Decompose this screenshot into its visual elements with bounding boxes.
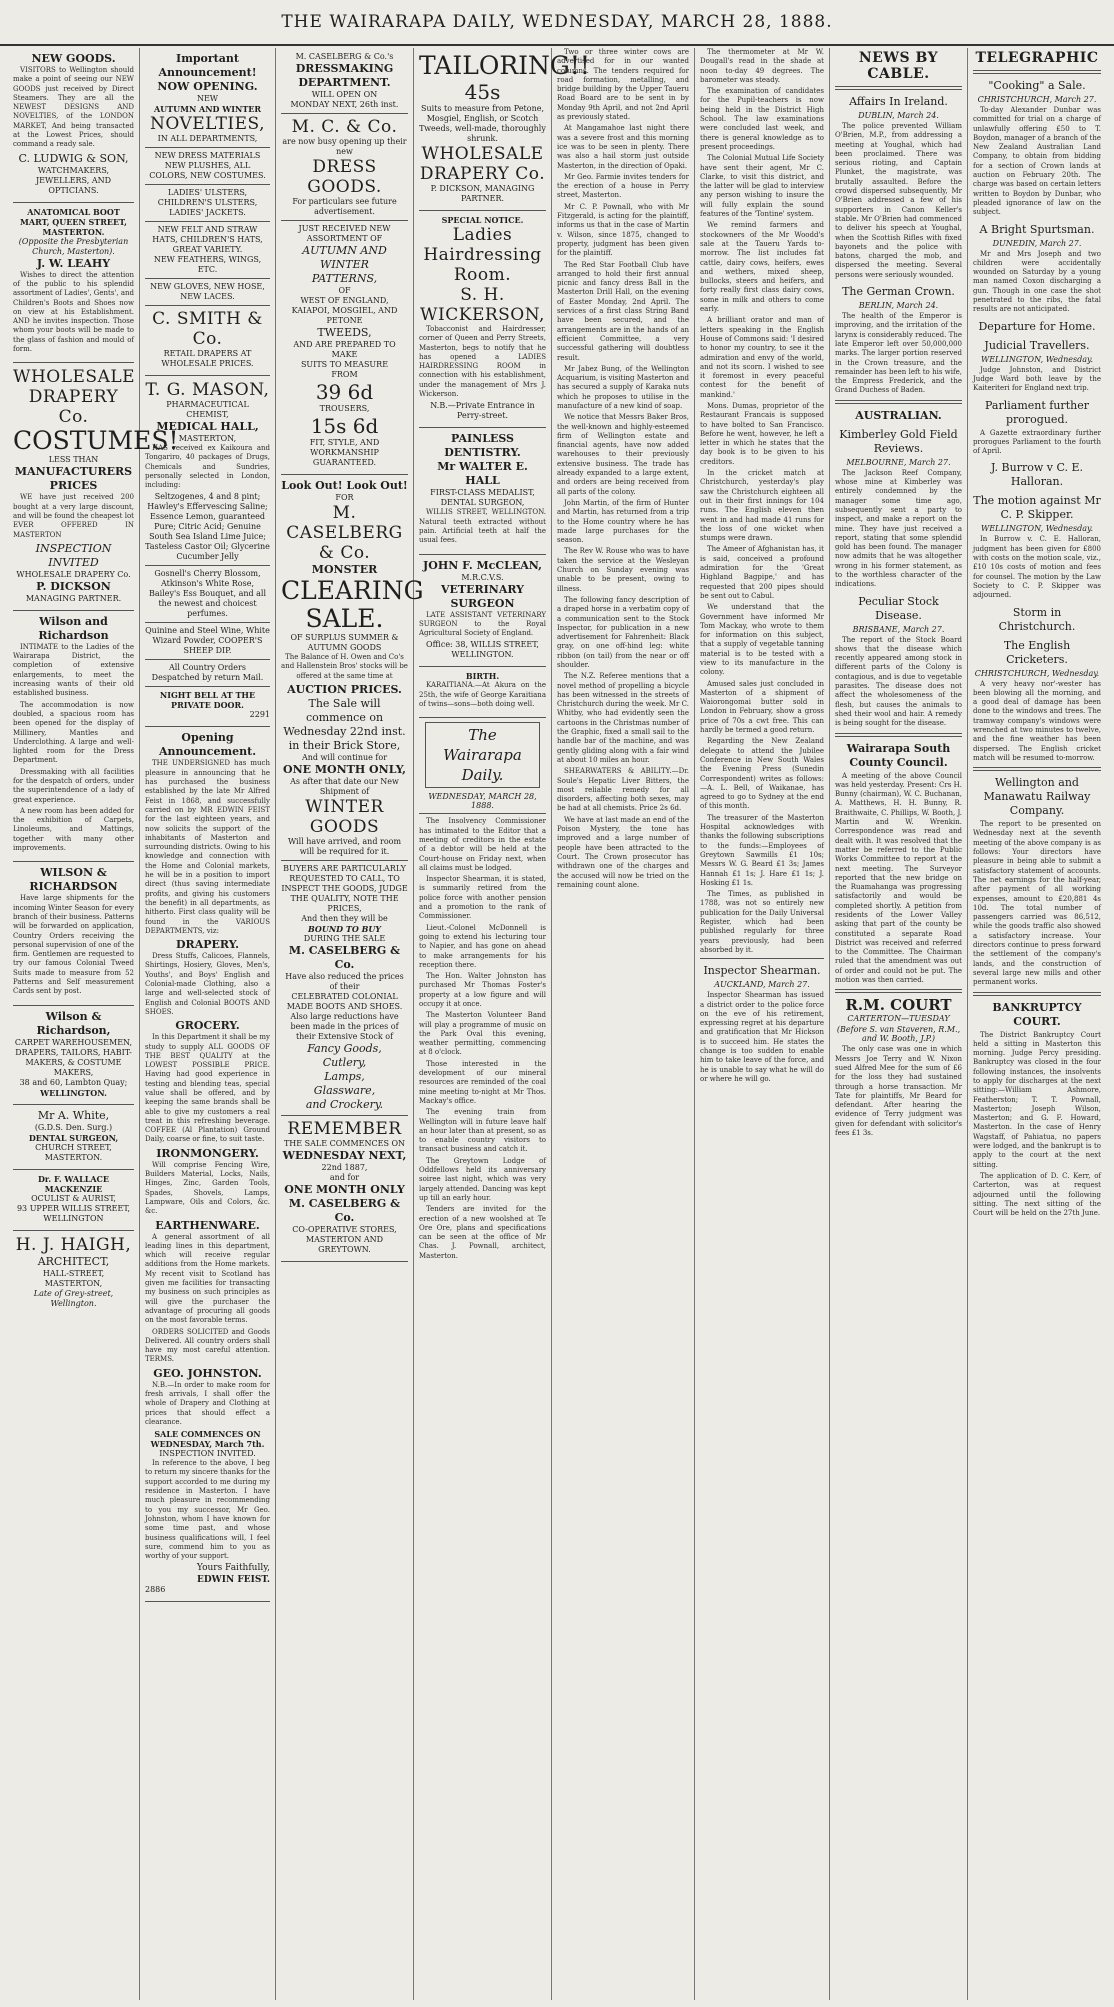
ad-headline: The Sale will commence on Wednesday 22nd inst. [283,696,406,738]
news-paragraph: The following fancy description of a draped horse in a verbatim copy of a communication sent to the Stock Inspector, for publication in a new advertisement for Fahrenheit: Black gray, on one off-hind leg: white ribbon (on tail) from the near or off shoulder. [557,595,689,669]
ad-subline: INSPECTION [35,541,112,555]
ad-advertiser: T. G. MASON, [145,380,270,400]
ad-price: 15s 6d [310,414,379,438]
ad-advertiser: GEO. JOHNSTON. [153,1366,262,1380]
ad-subline: OF [338,286,351,295]
ad-title: SPECIAL NOTICE. [441,215,524,225]
ad-advertiser: P. DICKSON [36,579,111,593]
news-paragraph: The Ameer of Afghanistan has, it is said, conceived a profound admiration for the 'Great Highland Bagpipe,' and has requested that 200 pipes should be sent out to Cabul. [700,545,824,600]
ad-text: Have large shipments for the incoming Winter Season for every branch of their business. Patterns will be forwarded on application, Country Orders receiving the personal supervision of one of the firm. Gentlemen are requested to try our famous Colonial Tweed Suits made to measure from 52 Patterns and Self measurement Cards sent by post. [13,894,134,996]
ad-address: WELLINGTON. [40,1087,107,1098]
ad-trade: CO-OPERATIVE STORES, [292,1224,397,1234]
notice-text: KARAITIANA.—At Akura on the 25th, the wife of George Karaitiana of twins—sons—both doing well. [419,681,546,709]
article-text: In Burrow v. C. E. Halloran, judgment has been given for £800 with costs on the motion scale, viz., £10 10s costs of motion and fees for counsel. The motion by the Law Society to C. P. Skipper was adjourned. [973,535,1101,600]
ad-price: 39 6d [315,380,374,404]
ad-text: In this Department it shall be my study to supply ALL GOODS OF THE BEST QUALITY at the LOWEST POSSIBLE PRICE. Having had good experience in testing and blending teas, special value shall be offered, and by keeping the same brands shall be able to give my customers a real treat in this refreshing beverage. COFFEE (Al Plantation) Ground Daily, coarse or fine, to suit taste. [145,1033,270,1144]
ad-mason-chemist [145,376,270,727]
article-heading: Inspector Shearman. [703,964,821,978]
article-dateline: BRISBANE, March 27. [852,624,945,634]
ad-text: ORDERS SOLICITED and Goods Delivered. All country orders shall have my most careful attention. TERMS. [145,1327,270,1364]
ad-subline: FROM [331,370,358,379]
ad-text: Wishes to direct the attention of the public to his splendid assortment of Ladies', Gents', and Children's Boots and Shoes now on view at his Establishment. AND he invites inspection. Those whom your boots will be made to the glass of fashion and mould of form. [13,270,134,354]
news-paragraph: John Martin, of the firm of Hunter and Martin, has returned from a trip to the Home country where he has made large purchases for the season. [557,498,689,545]
ad-list: Seltzogenes, 4 and 8 pint; Hawley's Effervescing Saline; Essence Lemon, guaranteed Pure; Citric Acid; Genuine South Sea Island Lime Juice; Tasteless Castor Oil; Glycerine Cucumber Jelly [145,492,270,562]
ad-subtitle: (G.D.S. Den. Surg.) [34,1122,113,1132]
ad-subline: are now busy opening up their new [282,137,407,156]
article-dateline: WELLINGTON, Wednesday. [980,354,1093,364]
section-heading: BANKRUPTCY COURT. [992,1000,1082,1028]
article-heading: Wellington and Manawatu Railway Company. [983,776,1091,818]
ad-list: NEW GLOVES, NEW HOSE, NEW LACES. [150,282,265,301]
ad-number: 2291 [249,710,270,720]
ad-list: LADIES' ULSTERS, CHILDREN'S ULSTERS, LADIES' JACKETS. [157,188,258,217]
ad-list: Gosnell's Cherry Blossom, Atkinson's White Rose, Bailey's Ess Bouquet, and all the newest and choicest perfumes. [148,569,267,619]
ad-headline: ONE MONTH ONLY, [282,762,406,776]
ad-subline: WILL OPEN ON [311,90,378,99]
ad-advertiser: C. LUDWIG & SON, [18,151,129,165]
news-paragraph: Regarding the New Zealand delegate to attend the Jubilee Conference in New South Wales the Evening Press (Sunedin Correspondent) writes as follows:—A. L. Bell, of Waikanae, has agreed to go to Sydney at the end of this month. [700,737,824,811]
ad-caselberg-dressmaking [281,48,408,475]
article-heading: A Bright Spurtsman. [979,222,1095,236]
news-paragraph: The examination of candidates for the Pupil-teachers is now being held in the District High School. The law examinations were concluded last week, and there is general knowledge as to present proceedings. [700,87,824,151]
ad-trade: MANAGING PARTNER. [25,593,122,603]
ad-trade: P. DICKSON, MANAGING PARTNER. [430,184,535,203]
ad-headline: WEDNESDAY NEXT, [282,1148,407,1162]
section-heading: AUSTRALIAN. [855,408,942,422]
ad-advertiser: Dr. F. WALLACE MACKENZIE [37,1173,110,1194]
news-paragraph: We remind farmers and stockowners of the Mr Woodd's sale at the Taueru Yards to-morrow. The list includes fat cattle, dairy cows, heifers, ewes and wethers, mixed sheep, bullocks, steers and heifers, and forty really first class dairy cows, some in milk and others to come early. [700,221,824,314]
ad-subline: 22nd 1887, [321,1162,368,1172]
ad-headline: VETERINARY SURGEON [440,582,525,610]
ad-title: PAINLESS DENTISTRY. [444,432,521,460]
news-paragraph: The Insolvency Commissioner has intimated to the Editor that a meeting of creditors in the estate of a debtor will be held at the Court-house on Friday next, when all claims must be lodged. [419,817,546,872]
ad-trade: DENTAL SURGEON, [28,1132,119,1143]
ad-headline: AUTUMN AND WINTER [153,104,262,114]
ad-headline: Look Out! Look Out! [281,479,408,492]
column-8 [968,48,1106,2000]
ad-subline: And then they will be [301,913,388,923]
ad-text: The Balance of H. Owen and Co's and Hallenstein Bros' stocks will be offered at the same time at [281,653,408,680]
ad-subline: THE SALE COMMENCES ON [283,1138,406,1148]
ad-subline: INVITED [48,555,99,569]
column-5 [552,48,695,2000]
ad-advertiser: JOHN F. McCLEAN, [423,558,542,572]
news-paragraph: A brilliant orator and man of letters speaking in the English House of Commons said: 'I desired to honor my country, to see it the admiration and envy of the world, and not its scorn. I wished to see it foremost in every peaceful contest for the benefit of mankind.' [700,316,824,399]
masthead: THE WAIRARAPA DAILY, WEDNESDAY, MARCH 28, 1888. [0,0,1114,46]
article-dateline: BERLIN, March 24. [858,301,939,311]
ad-advertiser: M. C. & Co. [291,117,398,137]
ad-advertiser: WHOLESALE DRAPERY Co. [16,569,131,579]
article-dateline: CHRISTCHURCH, Wednesday. [974,668,1100,678]
ad-title: WHOLESALE [13,367,136,388]
article-text: The report of the Stock Board shows that the disease which recently appeared among stock in different parts of the Colony is contagious, and is due to vegetable parasites. The disease does not affect the wholesomeness of the flesh, but causes the animals to shed their wool and hair. A remedy is being sought for the disease. [835,635,962,728]
article-heading: Parliament further prorogued. [985,398,1089,426]
news-paragraph: The Greytown Lodge of Oddfellows held its anniversary soiree last night, which was very largely attended. Dancing was kept up till an early hour. [419,1156,546,1202]
ad-wilson-richardson-3 [13,1006,134,1105]
column-2 [140,48,276,2000]
ad-headline: NOVELTIES, [149,114,265,134]
article-text: A very heavy nor'-wester has been blowing all the morning, and a good deal of damage has been done to the windows and trees. The tramway company's windows were wrenched at two minutes to twelve, and the fine weather has been dispersed. The English cricket match will be resumed to-morrow. [973,679,1101,762]
article-text: The health of the Emperor is improving, and the irritation of the larynx is considerably reduced. The late Emperor left over 50,000,000 marks. The larger portion reserved in the Crown treasure, and the remainder has been left to his wife, the Empress Frederick, and the Grand Duchess of Baden. [835,312,962,395]
ad-subline: MONDAY NEXT, 26th inst. [290,100,399,109]
ad-address: 93 UPPER WILLIS STREET, WELLINGTON [16,1203,131,1223]
news-paragraph: Tenders are invited for the erection of a new woolshed at Te Ore Ore, plans and specifications can be seen at the office of Mr Chas. J. Pownall, architect, Masterton. [419,1205,546,1260]
ad-text: Dressmaking with all facilities for the despatch of orders, under the superintendence of a lady of great experience. [13,767,134,804]
news-paragraph: The Hon. Walter Johnston has purchased Mr Thomas Foster's property at a low figure and will occupy it at once. [419,972,546,1008]
article-text: Inspector Shearman has issued a district order to the police force on the eve of his retirement, expressing regret at his departure and gratification that Mr Hickson is to succeed him. He states the change is too sudden to enable him to take leave of the force, and he is unable to say what he will do or where he will go. [700,991,824,1083]
ad-title: Wilson and Richardson [38,614,109,642]
ad-advertiser: S. H. WICKERSON, [420,285,545,325]
editorial-date: WEDNESDAY, MARCH 28, 1888. [428,792,537,811]
ad-section-heading: IRONMONGERY. [156,1146,259,1160]
ad-subline: DURING THE SALE [303,933,386,943]
ad-title: Opening Announcement. [158,731,257,759]
ad-advertiser: M. CASELBERG & Co. [288,1196,401,1224]
ad-text: INTIMATE to the Ladies of the Wairarapa District, the completion of extensive enlargements, to meet the increasing wants of their old established business. [13,642,134,698]
ad-advertiser: J. W. LEAHY [36,256,111,270]
ad-list-item: Lamps, [324,1069,365,1083]
article-text: To-day Alexander Dunbar was committed for trial on a charge of unlawfully offering £50 to T. Boydon, manager of a branch of the New Zealand Australian Land Company, to obtain from bidding for a section of Crown lands at auction on February 20th. The charge was based on certain letters written to Boydon by Dunbar, who pleaded ignorance of law on the subject. [973,106,1101,217]
ad-subline: NEW [196,94,219,103]
ad-veterinary [419,555,546,668]
ad-list: NEW DRESS MATERIALS NEW PLUSHES, ALL COLORS, NEW COSTUMES. [149,151,266,180]
ad-title: DRAPERY Co. [28,387,119,428]
ad-headline: AUCTION PRICES. [287,682,402,696]
article-text: The report to be presented on Wednesday next at the seventh meeting of the above company is as follows: Your directors have pleasure in being able to submit a satisfactory statement of accounts. The net earnings for the half-year, after payment of all working expenses, amount to £20,881 4s 10d. The total number of passengers carried was 86,512, while the goods traffic also showed a satisfactory increase. Your directors continue to press forward the settlement of the company's lands, and the construction of several large new mills and other permanent works. [973,820,1101,987]
ad-list: NEW FEATHERS, WINGS, ETC. [153,255,262,274]
ad-address: 38 and 60, Lambton Quay; [19,1077,128,1087]
article-heading: "Cooking" a Sale. [988,79,1086,92]
column-4 [414,48,590,2000]
ad-text: N.B.—In order to make room for fresh arrivals, I shall offer the whole of Drapery and Clothing at prices that should effect a clearance. [145,1380,270,1426]
news-paragraph: Those interested in the development of our mineral resources are reminded of the coal mine meeting to-night at Mr Thos. Mackay's office. [419,1059,546,1105]
news-paragraph: We notice that Messrs Baker Bros, the well-known and highly-esteemed firm of Wellington estate and financial agents, have now added warehouses to their previously extensive business. The trade has already expanded to a large extent, and orders are being received from all parts of the colony. [557,413,689,496]
ad-text: THE UNDERSIGNED has much pleasure in announcing that he has purchased the business established by the late Mr Alfred Feist in 1868, and successfully carried on by MR EDWIN FEIST for the last eighteen years, and now solicits the support of the inhabitants of Masterton and surrounding districts. Owing to his knowledge and connection with the Home and Colonial markets, he will be in a position to import direct (thus saving intermediate profits, and giving his customers the benefit) in all departments, as hitherto. First class quality will be found in the VARIOUS DEPARTMENTS, viz: [145,759,270,935]
article-dateline: MELBOURNE, March 27. [846,457,951,467]
ad-subline: INSPECTION INVITED. [159,1449,256,1459]
ad-text: Will comprise Fencing Wire, Builders Material, Locks, Nails, Hinges, Zinc, Garden Tools, Spades, Shovels, Lamps, Lampware, Oils and Colors, &c. &c. [145,1160,270,1216]
article-dateline: CHRISTCHURCH, March 27. [977,95,1097,104]
article-heading: The English Cricketers. [1003,638,1071,666]
ad-text: LATE ASSISTANT VETERINARY SURGEON to the Royal Agricultural Society of England. [419,610,546,638]
news-paragraph: Mr Geo. Farmie invites tenders for the erection of a house in Perry street, Masterton. [557,172,689,200]
article-heading: Departure for Home. [978,319,1096,333]
ad-subline: TROUSERS, [319,404,370,413]
news-paragraph: We understand that the Government have informed Mr Tom Mackay, who wrote to them for information on this subject, that a supply of vegetable tanning material is to be tested with a view to its manufacture in the colony. [700,603,824,677]
ad-subtitle: M.R.C.V.S. [461,572,504,582]
ad-headline: DRESS GOODS. [307,157,382,197]
article-heading: Kimberley Gold Field Reviews. [839,427,958,455]
ad-headline: DEPARTMENT. [298,76,391,89]
ad-headline: MEDICAL HALL, [156,420,259,433]
ad-headline: MONSTER [311,563,378,576]
news-paragraph: At Mangamahoe last night there was a severe frost and this morning ice was to be seen in plenty. There was also a hail storm just outside Masterton, in the direction of Opaki. [557,124,689,170]
ad-address: Office: 38, WILLIS STREET, WELLINGTON. [426,640,539,660]
ad-headline: TWEEDS, [317,326,372,339]
article-text: A meeting of the above Council was held yesterday. Present: Crs H. Bunny (chairman), W. C. Buchanan, A. Matthews, H. H. Bunny, R. Braithwaite, C. Phillips, W. Booth, J. Martin and W. Wrenkin. Correspondence was read and dealt with. It was resolved that the matter be referred to the Public Works Committee to report at the next meeting. The Surveyor reported that the new bridge on the Ruamahanga was progressing satisfactorily and would be completed shortly. A petition from residents of the Lower Valley asking that part of the county be constituted a separate Road District was received and referred to the Committee. The Chairman ruled that the amendment was out of order and could not be put. The motion was then carried. [835,771,962,985]
ad-address: CHURCH STREET, MASTERTON. [35,1142,112,1162]
news-paragraph: SHEARWATERS & ABILITY.—Dr. Soule's Hepatic Liver Bitters, the most reliable remedy for all disorders, affecting both sexes, may be had at all chemists. Price 2s 6d. [557,767,689,813]
ad-subtitle: (Opposite the Presbyterian Church, Masterton). [18,236,129,256]
ad-advertiser: WHOLESALE DRAPERY Co. [419,144,546,184]
ad-headline: CLEARING [281,576,424,605]
ad-signoff: Yours Faithfully, [196,1563,270,1574]
article-heading: Peculiar Stock Disease. [858,594,939,622]
ad-dentist-white [13,1105,134,1170]
ad-advertiser: M. CASELBERG & Co. [288,943,401,971]
ad-subline: JUST RECEIVED NEW ASSORTMENT OF [298,224,391,243]
article-text: The application of D. C. Kerr, of Carterton, was at request adjourned until the following sitting. The next sitting of the Court will be held on the 27th June. [973,1171,1101,1218]
ad-list-item: Fancy Goods, [307,1041,382,1055]
ad-text: VISITORS to Wellington should make a point of seeing our NEW GOODS just received by Direct Steamers. They are all the NEWEST DESIGNS AND NOVELTIES, of the LONDON MARKET, And being transacted at the Lowest Prices, should command a ready sale. [13,66,134,149]
ad-title: Important Announcement! [158,52,257,79]
article-dateline: DUNEDIN, March 27. [992,238,1082,248]
ad-number: 2886 [145,1585,166,1595]
ad-subline: SALE COMMENCES ON WEDNESDAY, March 7th. [150,1429,265,1450]
ad-section-heading: GROCERY. [175,1019,240,1033]
article-text: The police prevented William O'Brien, M.P., from addressing a meeting at Youghal, which had been proclaimed. There was serious rioting, and Captain Plunket, the magistrate, was brutally assaulted. Before the crowd dispersed subsequently, Mr O'Brien addressed a few of his supporters in Canon Keller's stable. Mr O'Brien had commenced to deliver his speech at Youghal, when the Scottish Rifles with fixed bayonets and the police with batons, charged the mob, and dispersed the meeting. Several persons were seriously wounded. [835,122,962,279]
ad-oculist [13,1170,134,1231]
news-paragraph: Mr C. P. Pownall, who with Mr Fitzgerald, is acting for the plaintiff, informs us that in the case of Martin v. Wilson, since 1875, changed to property, judgment has been given for the plaintiff. [557,202,689,258]
ad-headline: TAILORING!! [419,51,590,80]
ad-subline: BUYERS ARE PARTICULARLY REQUESTED TO CALL, TO INSPECT THE GOODS, JUDGE THE QUALITY, NOTE THE PRICES, [281,863,408,913]
ad-subline: Also large reductions have been made in the prices of their Extensive Stock of [290,1011,399,1041]
article-text: The Jackson Reef Company, whose mine at Kimberley was entirely condemned by the manager some time ago, subsequently sent a party to inspect, and make a report on the mine. They have just received a report, stating that some splendid gold has been found. The manager now admits that he was altogether wrong in his former statement, as to the worthless character of the indications. [835,468,962,589]
ad-subline: SUITS TO MEASURE [300,360,389,369]
article-text: The only case was one in which Messrs Joe Terry and W. Nixon sued Alfred Mee for the sum of £6 for the loss they had sustained through a horse transaction. Mr Tate for plaintiffs, Mr Beard for defendant. After hearing the evidence of Terry judgment was given for defendant with solicitor's fees £1 3s. [835,1045,962,1138]
article-heading: J. Burrow v C. E. Halloran. [990,461,1084,489]
section-heading: R.M. COURT [845,996,952,1015]
ad-subline: LESS THAN [48,455,99,465]
ad-list-item: Glassware, [313,1083,376,1097]
ad-headline: AUTUMN AND WINTER [302,244,387,271]
ad-wilson-richardson [13,611,134,863]
ad-subline: FOR [335,493,354,502]
ad-trade: OCULIST & AURIST, [31,1193,116,1203]
ad-list: Quinine and Steel Wine, White Wizard Powder, COOPER'S SHEEP DIP. [145,626,270,656]
ad-subline: As after that date our New Shipment of [290,776,399,796]
column-3 [276,48,424,2000]
ad-advertiser: M. CASELBERG & Co. [286,503,403,563]
news-paragraph: We have at last made an end of the Poison Mystery, the tone has improved and a large number of people have been attracted to the Court. The Crown prosecutor has withdrawn one of the charges and the accused will now be tried on the remaining count alone. [557,815,689,889]
ad-subline: NIGHT BELL AT THE PRIVATE DOOR. [159,690,256,711]
ad-headline: PRICES [49,479,98,493]
ad-headline: SALE. [305,604,384,633]
ad-title: NEW GOODS. [31,52,116,65]
ad-wilson-richardson-2 [13,862,134,1005]
ad-price: 45s [464,80,501,104]
ad-headline: WINTER GOODS [305,796,384,837]
news-paragraph: The evening train from Wellington will in future leave half an hour later than at present, so as to enable country visitors to transact business and catch it. [419,1108,546,1154]
ad-subline: Will have arrived, and room will be required for it. [287,836,402,856]
paper-nameplate: The Wairarapa Daily. [443,726,522,785]
section-heading: NEWS BY CABLE. [858,50,939,82]
ad-caselberg-clearing [281,475,424,1262]
article-bench: (Before S. van Staveren, R.M., and W. Booth, J.P.) [836,1025,961,1044]
article-heading: Wairarapa South County Council. [846,741,951,769]
news-paragraph: Lieut.-Colonel McDonnell is going to extend his lecturing tour to Napier, and has gone on ahead to make arrangements for his reception there. [419,923,546,969]
ad-signature: EDWIN FEIST. [197,1575,270,1586]
ad-list-item: Cutlery, [322,1055,367,1069]
ad-text: Dress Stuffs, Calicoes, Flannels, Shirtings, Hosiery, Gloves, Men's, Youths', and Boys' English and Colonial-made Clothing, also a large and well-selected stock of English and Colonial BOOTS AND SHOES. [145,952,270,1016]
ad-headline: DRESSMAKING [295,62,394,75]
article-heading: The motion against Mr C. P. Skipper. [973,494,1101,522]
article-text: Mr and Mrs Joseph and two children were accidentally wounded on Saturday by a young man named Coxon discharging a gun. Though in one case the shot penetrated to the ribs, the fatal results are not anticipated. [973,249,1101,314]
ad-address: MASTERTON, [178,434,237,443]
news-paragraph: The Colonial Mutual Life Society have sent their agent, Mr C. Clarke, to visit this district, and the latter will be glad to interview any person wishing to insure the will fully explain the sound features of the 'Tontine' system. [700,154,824,219]
ad-text: WILLIS STREET, WELLINGTON. Natural teeth extracted without pain. Artificial teeth at half the usual fees. [419,508,546,545]
news-paragraph: The Times, as published in 1788, was not so entirely new publication for the Daily Universal Register, which had been published regularly for three years previously, had been absorbed by it. [700,890,824,954]
article-heading: Storm in Christchurch. [998,605,1076,633]
ad-address: Late of Grey-street, Wellington. [33,1288,114,1308]
ad-subline: CELEBRATED COLONIAL MADE BOOTS AND SHOES. [286,991,403,1011]
columns [8,48,1106,2000]
ad-list: NEW FELT AND STRAW HATS, CHILDREN'S HATS, GREAT VARIETY. [152,225,263,254]
news-paragraph: Mons. Dumas, proprietor of the Restaurant Francais is supposed to have bolted to San Francisco. Before he went, however, he left a letter in which he states that the day book is to be given to his creditors. [700,401,824,466]
news-paragraph: The N.Z. Referee mentions that a novel method of propelling a bicycle has been witnessed in the streets of Christchurch during the week. Mr C. Whitby, who had evidently seen the cartoons in the Christmas number of the Graphic, fixed a small sail to the handle bar of the machine, and was gently gliding along with a fair wind at about 10 miles an hour. [557,672,689,764]
ad-text: A general assortment of all leading lines in this department, which will receive regular additions from the Home markets. My recent visit to Scotland has given me facilities for transacting my business on such principles as will give the purchaser the advantage of procuring all goods on the most favorable terms. [145,1232,270,1325]
news-paragraph: The treasurer of the Masterton Hospital acknowledges with thanks the following subscriptions to the funds:—Employees of Greytown Sawmills £1 10s; Messrs W. G. Beard £1 3s; James Hannah £1 1s; J. Hare £1 1s; J. Hosking £1 1s. [700,813,824,887]
ad-text: HAS received ex Kaikoura and Tongariro, 40 packages of Drugs, Chemicals and Sundries, personally selected in London, including: [145,444,270,490]
ad-section-heading: EARTHENWARE. [155,1218,260,1232]
news-paragraph: Amused sales just concluded in Masterton of a shipment of Waiorongomai butter sold in London in February, show a gross price of 70s a cwt free. This can hardly be termed a good return. [700,679,824,735]
column-6 [695,48,830,2000]
ad-tailoring [419,48,590,211]
ad-subline: IN ALL DEPARTMENTS, [157,134,258,143]
ad-advertiser: C. SMITH & Co. [152,309,263,349]
ad-subline: in their Brick Store, [288,738,401,752]
ad-boot-mart [13,203,134,364]
ad-text: WE have just received 200 bought at a very large discount, and will be found the cheapest lot EVER OFFERED IN MASTERTON [13,493,134,539]
ad-subline: WEST OF ENGLAND, KAIAPOI, MOSGIEL, AND PETONE [291,296,398,325]
ad-headline: COSTUMES! [13,426,179,456]
ad-address: HALL-STREET, MASTERTON, [42,1268,105,1288]
ad-subline: AND ARE PREPARED TO MAKE [293,340,396,359]
article-dateline: CARTERTON—TUESDAY [847,1014,950,1024]
ad-architect [13,1231,134,1315]
ad-title: ANATOMICAL BOOT MART, QUEEN STREET, MASTERTON. [20,206,127,237]
ad-subline: FIT, STYLE, AND WORKMANSHIP GUARANTEED. [309,438,380,467]
ad-subline: For particulars see future advertisement. [292,197,397,216]
ad-text: In reference to the above, I beg to return my sincere thanks for the support accorded to me during my residence in Masterton. I have much pleasure in recommending to you my successor, Mr Geo. Johnston, whom I have known for some time past, and whose business qualifications will, I feel sure, commend him to you as worthy of your support. [145,1459,270,1561]
notice-title: BIRTH. [465,671,500,682]
ad-dentistry [419,428,546,554]
ad-trade: ARCHITECT, [37,1254,110,1268]
column-7 [830,48,968,2000]
ad-subline: and for [329,1172,360,1182]
ad-subline: OF SURPLUS SUMMER & AUTUMN GOODS [290,633,399,652]
news-paragraph: Two or three winter cows are advertised for in our wanted columns. The tenders required for road formation, metalling, and bridge building by the Upper Taueru Road Board are to be sent in by Monday 9th April, and not 2nd April as previously stated. [557,48,689,122]
ad-section-heading: DRAPERY. [176,938,239,952]
ad-headline: ONE MONTH ONLY [284,1182,405,1196]
article-text: A Gazette extraordinary further prorogues Parliament to the fourth of April. [973,428,1101,456]
ad-trade: PHARMACEUTICAL CHEMIST, [166,400,249,419]
ad-list: All Country Orders Despatched by return Mail. [151,663,264,683]
article-text: The District Bankruptcy Court held a sitting in Masterton this morning. Judge Percy presiding. Bankruptcy was closed in the four following instances, the insolvents to apply for discharges at the next sitting:—William Ashmore, Featherston; T. T. Pownall, Masterton; Joseph Wilson, Masterton; and G. F. Howard, Masterton. In the case of Henry Wagstaff, of Pahiatua, no papers were lodged, and the bankrupt is to apply to the court at the next sitting. [973,1030,1101,1169]
ad-headline: MANUFACTURERS [14,465,133,479]
section-heading: TELEGRAPHIC [975,50,1099,66]
ad-text: The accommodation is now doubled, a spacious room has been opened for the display of Millinery, Mantles and Underclothing. A large and well-lighted room for the Dress Department. [13,700,134,765]
ad-subline: Have also reduced the prices of their [285,971,404,991]
ad-wholesale-costumes [13,363,179,610]
ad-new-goods [13,48,134,203]
notice-birth [419,667,546,718]
ad-advertiser: Mr WALTER E. HALL [437,460,528,488]
ad-opening-announcement [145,727,270,1602]
ad-text: Tobacconist and Hairdresser, corner of Queen and Perry Streets, Masterton, begs to notify that he has opened a LADIES HAIRDRESSING ROOM in connection with his establishment, under the management of Mrs J. Wickerson. [419,325,546,399]
news-paragraph: In the cricket match at Christchurch, yesterday's play saw the Christchurch eighteen all out in their first innings for 104 runs. The English eleven then went in and had made 41 runs for the loss of one wicket when stumps were drawn. [700,469,824,543]
article-text: Judge Johnston, and District Judge Ward both leave by the Kaiteriteri for England next trip. [973,365,1101,393]
ad-autumn-novelties [145,48,270,376]
news-paragraph: Inspector Shearman, it is stated, is summarily retired from the police force with another pension and a promotion to the rank of Commissioner. [419,875,546,921]
ad-title: Wilson & Richardson, [36,1009,111,1037]
news-paragraph: The thermometer at Mr W. Dougall's read in the shade at noon to-day 49 degrees. The barometer was steady. [700,48,824,84]
ad-hairdressing [419,211,546,428]
ad-advertiser: Mr A. White, [37,1108,110,1122]
ad-trade: RETAIL DRAPERS AT WHOLESALE PRICES. [161,349,254,368]
ad-list-item: and Crockery. [305,1097,384,1111]
ad-subline: N.B.—Private Entrance in Perry-street. [430,401,535,421]
article-dateline: WELLINGTON, Wednesday. [980,524,1093,534]
ad-trade: FIRST-CLASS MEDALIST, DENTAL SURGEON, [430,488,535,508]
article-heading: The German Crown. [842,285,955,299]
article-dateline: AUCKLAND, March 27. [714,980,810,990]
ad-trade: WATCHMAKERS, JEWELLERS, AND OPTICIANS. [35,165,112,195]
ad-title: WILSON & RICHARDSON [29,866,118,894]
news-paragraph: Mr Jabez Bung, of the Wellington Acquarium, is visiting Masterton and has secured a supply of Karaka nuts which he proposes to utilise in the manufacture of a new kind of soap. [557,364,689,410]
ad-headline: NOW OPENING. [157,80,258,93]
article-dateline: DUBLIN, March 24. [858,111,939,120]
ad-advertiser: H. J. HAIGH, [15,1234,132,1255]
ad-headline: REMEMBER [287,1118,402,1139]
ad-text: A new room has been added for the exhibition of Carpets, Linoleums, and Mattings, together with many other improvements. [13,806,134,853]
ad-subline: And will continue for [301,752,388,762]
ad-address: MASTERTON AND GREYTOWN. [305,1234,384,1254]
ad-headline: Ladies Hairdressing Room. [423,225,542,285]
news-paragraph: The Red Star Football Club have arranged to hold their first annual picnic and fancy dress Ball in the Masterton Drill Hall, on the evening of Easter Monday, 2nd April. The services of a first class String Band have been secured, and the arrangements are in the hands of an efficient Committee, a very successful gathering will doubtless result. [557,260,689,362]
ad-trade: CARPET WAREHOUSEMEN, DRAPERS, TAILORS, HABIT-MAKERS, & COSTUME MAKERS, [14,1037,133,1077]
news-paragraph: The Rev W. Rouse who was to have taken the service at the Wesleyan Church on Sunday evening was unable to be present, owing to illness. [557,547,689,593]
ad-subline: Suits to measure from Petone, Mosgiel, English, or Scotch Tweeds, well-made, thoroughly shrunk. [419,104,546,143]
article-heading: Judicial Travellers. [984,338,1090,352]
article-heading: Affairs In Ireland. [849,95,948,108]
news-paragraph: The Masterton Volunteer Band will play a programme of music on the Park Oval this evening, weather permitting, commencing at 8 o'clock. [419,1011,546,1057]
ad-headline: BOUND TO BUY [307,923,382,934]
ad-advertiser: M. CASELBERG & Co.'s [295,52,394,61]
editorial [419,722,546,1261]
ad-headline: PATTERNS, [311,272,378,285]
